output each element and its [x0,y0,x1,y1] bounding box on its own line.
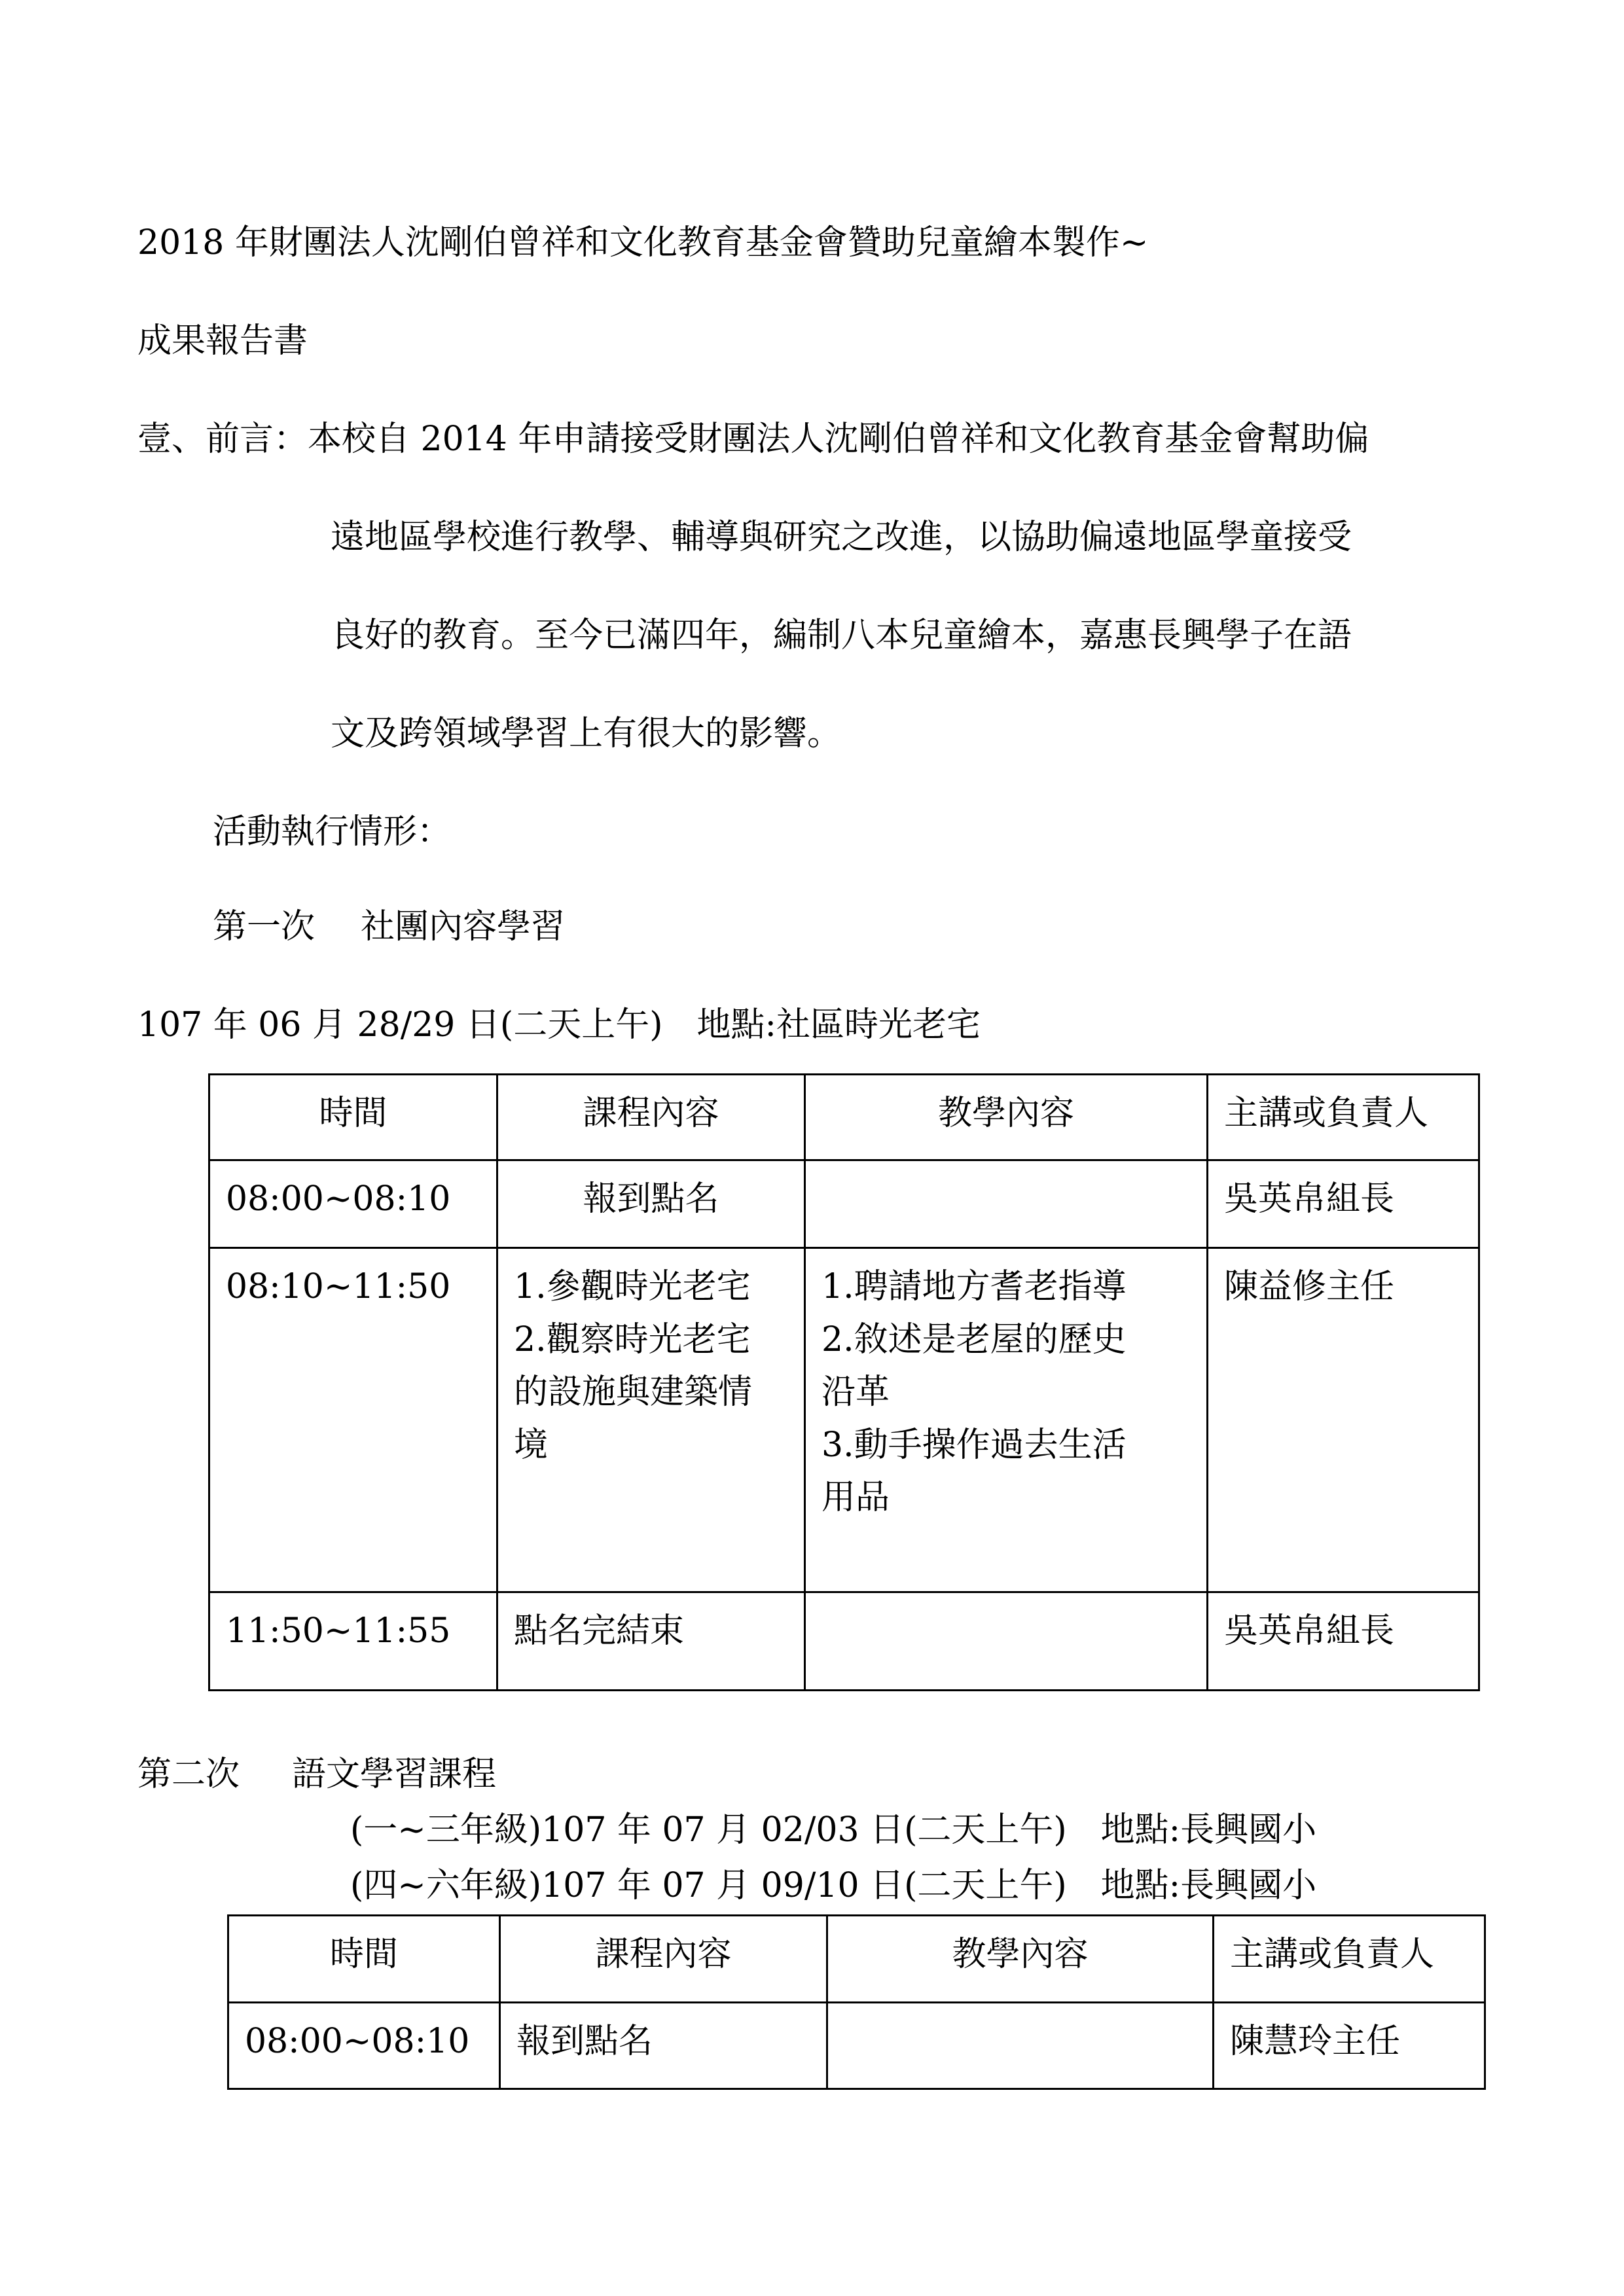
session1-schedule-table [208,1073,1480,1691]
header-person: 主講或負責人 [1214,1916,1485,2003]
cell-course-line: 境 [514,1425,549,1465]
session2-schedule-line-2: (四~六年級)107 年 07 月 09/10 日(二天上午) 地點:長興國小 [350,1866,1317,1905]
cell-course-line: 報到點名 [583,1179,719,1219]
report-subtitle: 成果報告書 [137,321,308,361]
header-course: 課程內容 [497,1075,805,1160]
header-teaching: 教學內容 [805,1075,1208,1160]
activity-label: 活動執行情形： [213,812,452,852]
table-row [209,1160,1479,1248]
table-row [228,2003,1485,2089]
cell-time: 11:50~11:55 [209,1592,497,1691]
cell-course [497,1248,805,1592]
cell-course-line: 2.觀察時光老宅 [514,1319,751,1359]
table-header-row [228,1916,1485,2003]
session2-name: 語文學習課程 [292,1755,497,1794]
intro-line-2: 遠地區學校進行教學、輔導與研究之改進，以協助偏遠地區學童接受 [331,518,1352,557]
table-row [209,1592,1479,1691]
cell-course-line: 的設施與建築情 [514,1372,753,1412]
cell-course [497,1160,805,1248]
header-time: 時間 [228,1916,500,2003]
session1-heading [213,906,565,947]
cell-teaching-line: 用品 [821,1478,890,1518]
report-title: 2018 年財團法人沈剛伯曾祥和文化教育基金會贊助兒童繪本製作~ [137,223,1149,262]
cell-teaching-line: 1.聘請地方耆老指導 [821,1267,1127,1306]
intro-line-3: 良好的教育。至今已滿四年，編制八本兒童繪本，嘉惠長興學子在語 [331,616,1352,655]
header-time: 時間 [209,1075,497,1160]
cell-time: 08:10~11:50 [209,1248,497,1592]
cell-course: 報到點名 [500,2003,827,2089]
cell-person: 吳英帛組長 [1208,1160,1479,1248]
cell-teaching-line: 2.敘述是老屋的歷史 [821,1319,1127,1359]
header-person: 主講或負責人 [1208,1075,1479,1160]
cell-course [497,1592,805,1691]
table-header-row [209,1075,1479,1160]
cell-person: 陳慧玲主任 [1214,2003,1485,2089]
cell-teaching-line: 3.動手操作過去生活 [821,1425,1127,1465]
cell-time: 08:00~08:10 [209,1160,497,1248]
cell-course-line: 點名完結束 [514,1611,685,1651]
cell-teaching-line: 沿革 [821,1372,890,1412]
cell-teaching [827,2003,1214,2089]
cell-teaching [805,1248,1208,1592]
cell-course-line: 1.參觀時光老宅 [514,1267,751,1306]
header-course: 課程內容 [500,1916,827,2003]
session2-heading [137,1754,496,1795]
cell-teaching [805,1592,1208,1691]
header-teaching: 教學內容 [827,1916,1214,2003]
cell-teaching [805,1160,1208,1248]
intro-line-4: 文及跨領域學習上有很大的影響。 [331,714,842,753]
cell-time: 08:00~08:10 [228,2003,500,2089]
session2-number: 第二次 [137,1755,240,1794]
session1-number: 第一次 [213,907,316,946]
intro-line-1: 本校自 2014 年申請接受財團法人沈剛伯曾祥和文化教育基金會幫助偏 [308,420,1369,459]
session2-schedule-table [227,1914,1486,2090]
cell-person: 陳益修主任 [1208,1248,1479,1592]
section-heading-label: 壹、前言： [137,420,308,459]
session2-schedule-line-1: (一~三年級)107 年 07 月 02/03 日(二天上午) 地點:長興國小 [350,1810,1317,1850]
session1-name: 社團內容學習 [361,907,566,946]
table-row [209,1248,1479,1592]
section-heading [137,419,1369,459]
session1-date-place: 107 年 06 月 28/29 日(二天上午) 地點:社區時光老宅 [137,1005,981,1045]
cell-person: 吳英帛組長 [1208,1592,1479,1691]
